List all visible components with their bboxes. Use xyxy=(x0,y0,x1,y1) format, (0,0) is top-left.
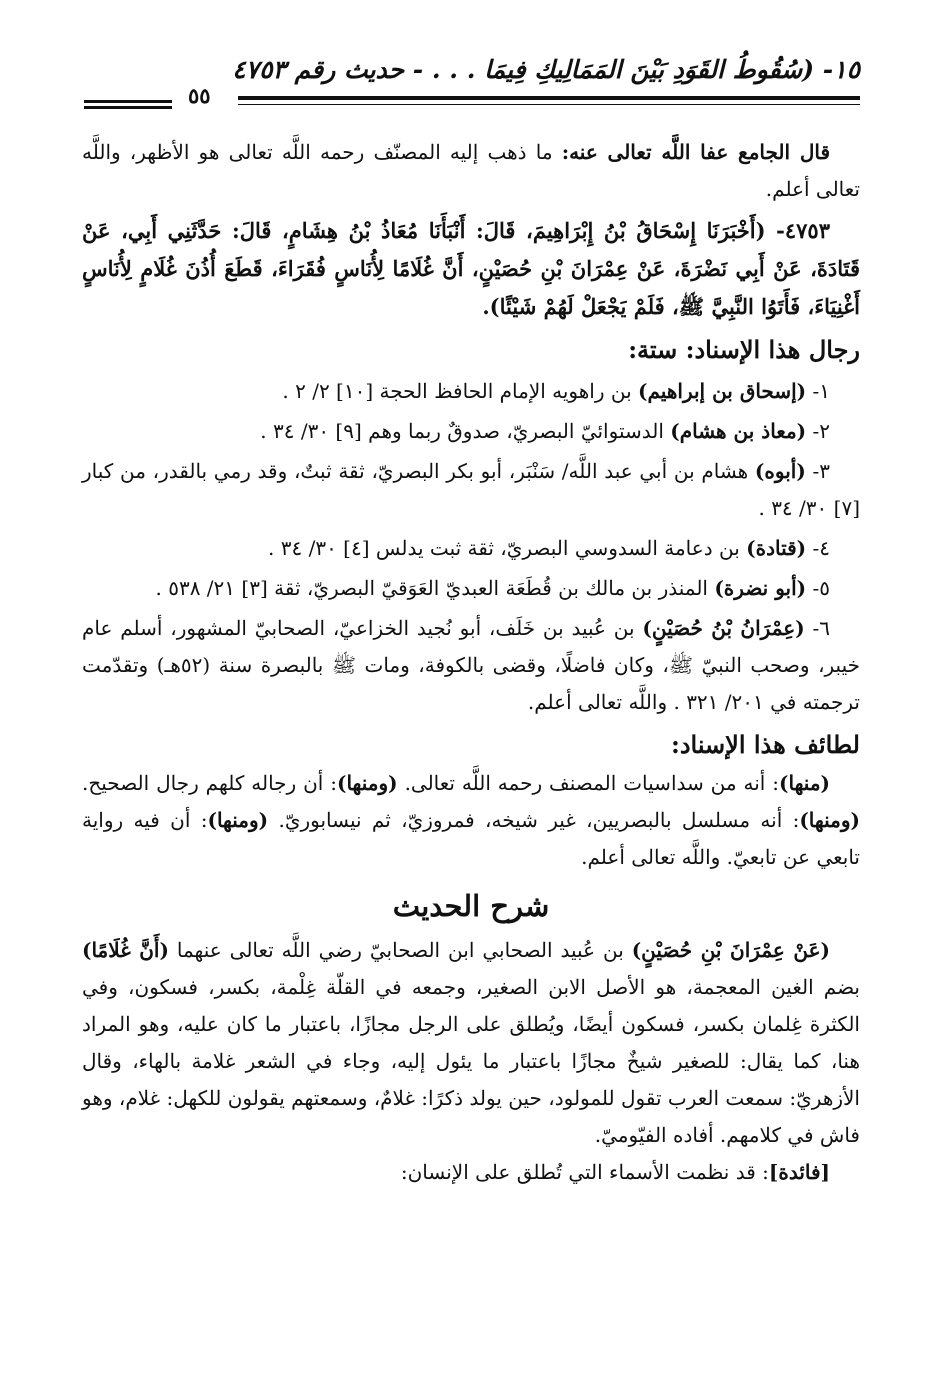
sharh-text: بن عُبيد الصحابي ابن الصحابيّ رضي اللَّه تعالى عنهما xyxy=(168,938,632,962)
page-number: ٥٥ xyxy=(188,83,211,108)
intro-paragraph xyxy=(82,134,860,208)
narrator-num: ٦- xyxy=(804,616,831,640)
narrator-num: ٣- xyxy=(805,459,830,483)
intro-text: ما ذهب إليه المصنّف رحمه اللَّه تعالى هو الأظهر، واللَّه تعالى أعلم. xyxy=(82,140,860,201)
lataif-heading: لطائف هذا الإسناد: xyxy=(670,730,860,759)
faida-paragraph xyxy=(82,1154,860,1191)
lataif-text: : أن رجاله كلهم رجال الصحيح. xyxy=(82,771,337,795)
sharh-heading: شرح الحديث xyxy=(392,889,550,923)
narrator-text: بن عُبيد بن خَلَف، أبو نُجيد الخزاعيّ، الصحابيّ المشهور، أسلم عام خيبر، وصحب النبيّ ﷺ، وكان فاضلًا، وقضى بالكوفة، ومات ﷺ بالبصرة سنة (٥٢هـ) وتقدّمت ترجمته في ٢٠١/ ٣٢١ . واللَّه تعالى أعلم. xyxy=(82,616,860,714)
narrator-num: ٥- xyxy=(806,576,830,600)
narrator-text: بن دعامة السدوسي البصريّ، ثقة ثبت يدلس [٤] ٣٠/ ٣٤ . xyxy=(268,536,747,560)
narrator-name: (معاذ بن هشام) xyxy=(670,419,807,443)
narrator-num: ٢- xyxy=(806,419,830,443)
narrator-item xyxy=(82,413,860,450)
narrator-name: (قتادة) xyxy=(746,536,807,560)
lataif-label: (ومنها) xyxy=(337,771,398,795)
narrator-item xyxy=(82,530,860,567)
lataif-text: : أنه من سداسيات المصنف رحمه اللَّه تعالى. xyxy=(397,771,780,795)
narrator-item xyxy=(82,373,860,410)
faida-label: [فائدة] xyxy=(768,1160,830,1184)
narrator-name: (عِمْرَانُ بْنُ حُصَيْنٍ) xyxy=(642,616,805,640)
narrator-text: بن راهويه الإمام الحافظ الحجة [١٠] ٢/ ٢ . xyxy=(282,379,639,403)
header-rule-thin xyxy=(238,104,860,105)
header-rule xyxy=(238,96,860,100)
lataif-label: (منها) xyxy=(779,771,831,795)
sharh-text: بضم الغين المعجمة، هو الأصل الابن الصغير، وجمعه في القلّة غِلْمة، بكسر، فسكون، وفي الكثرة غِلمان بكسر، فسكون أيضًا، ويُطلق على الرجل مجازًا، باعتبار ما كان عليه، وهو المراد هنا، كما يقال: للصغير شيخٌ مجازًا باعتبار ما يئول إليه، وجاء في الشعر غلامة بالهاء، وقال الأزهريّ: سمعت العرب تقول للمولود، حين يولد ذكرًا: غلامٌ، وسمعتهم يقولون للكهل: غلام، وهو فاش في كلامهم. أفاده الفيّوميّ. xyxy=(81,975,860,1147)
rijal-heading: رجال هذا الإسناد: ستة: xyxy=(628,335,860,364)
narrator-text: هشام بن أبي عبد اللَّه/ سَنْبَر، أبو بكر البصريّ، ثقة ثبتٌ، وقد رمي بالقدر، من كبار [٧] ٣٠/ ٣٤ . xyxy=(82,459,860,520)
narrator-item xyxy=(82,610,860,721)
lataif-paragraph xyxy=(82,765,860,876)
narrator-item xyxy=(82,453,860,527)
page-body xyxy=(82,134,860,1191)
narrator-item xyxy=(82,570,860,607)
hadith-text: ٤٧٥٣- (أَخْبَرَنَا إِسْحَاقُ بْنُ إِبْرَاهِيمَ، قَالَ: أَنْبَأَنَا مُعَاذُ بْنُ هِشَامٍ، قَالَ: حَدَّثَنِي أَبِي، عَنْ قَتَادَةَ، عَنْ أَبِي نَضْرَةَ، عَنْ عِمْرَانَ بْنِ حُصَيْنٍ، أَنَّ غُلَامًا لِأُنَاسٍ فُقَرَاءَ، قَطَعَ أُذُنَ غُلَامٍ لِأُنَاسٍ أَغْنِيَاءَ، فَأَتَوُا النَّبِيَّ ﷺ، فَلَمْ يَجْعَلْ لَهُمْ شَيْئًا). xyxy=(82,218,860,319)
narrator-text: الدستوائيّ البصريّ، صدوقٌ ربما وهم [٩] ٣٠/ ٣٤ . xyxy=(260,419,671,443)
narrator-text: المنذر بن مالك بن قُطَعَة العبديّ العَوَقيّ البصريّ، ثقة [٣] ٢١/ ٥٣٨ . xyxy=(155,576,715,600)
narrator-name: (أبو نضرة) xyxy=(714,576,807,600)
lataif-text: : أنه مسلسل بالبصريين، غير شيخه، فمروزيّ، ثم نيسابوريّ. xyxy=(268,808,800,832)
sharh-quote: (أَنَّ غُلَامًا) xyxy=(82,938,169,962)
lataif-text: : أن فيه رواية تابعي عن تابعيّ. واللَّه تعالى أعلم. xyxy=(82,808,860,869)
intro-label: قال الجامع عفا اللَّه تعالى عنه: xyxy=(561,140,831,164)
sharh-quote: (عَنْ عِمْرَانَ بْنِ حُصَيْنٍ) xyxy=(631,938,830,962)
faida-text: : قد نظمت الأسماء التي تُطلق على الإنسان: xyxy=(400,1160,769,1184)
lataif-label: (ومنها) xyxy=(799,808,860,832)
header-double-rule xyxy=(84,100,172,109)
lataif-label: (ومنها) xyxy=(207,808,269,832)
narrator-name: (أبوه) xyxy=(754,459,806,483)
header-title: ١٥- (سُقُوطُ القَوَدِ بَيْنَ المَمَالِيكِ فِيمَا . . . - حديث رقم ٤٧٥٣ xyxy=(232,55,860,84)
narrator-name: (إسحاق بن إبراهيم) xyxy=(638,379,807,403)
sharh-paragraph xyxy=(82,932,860,1154)
narrator-num: ٤- xyxy=(806,536,830,560)
narrator-num: ١- xyxy=(806,379,830,403)
